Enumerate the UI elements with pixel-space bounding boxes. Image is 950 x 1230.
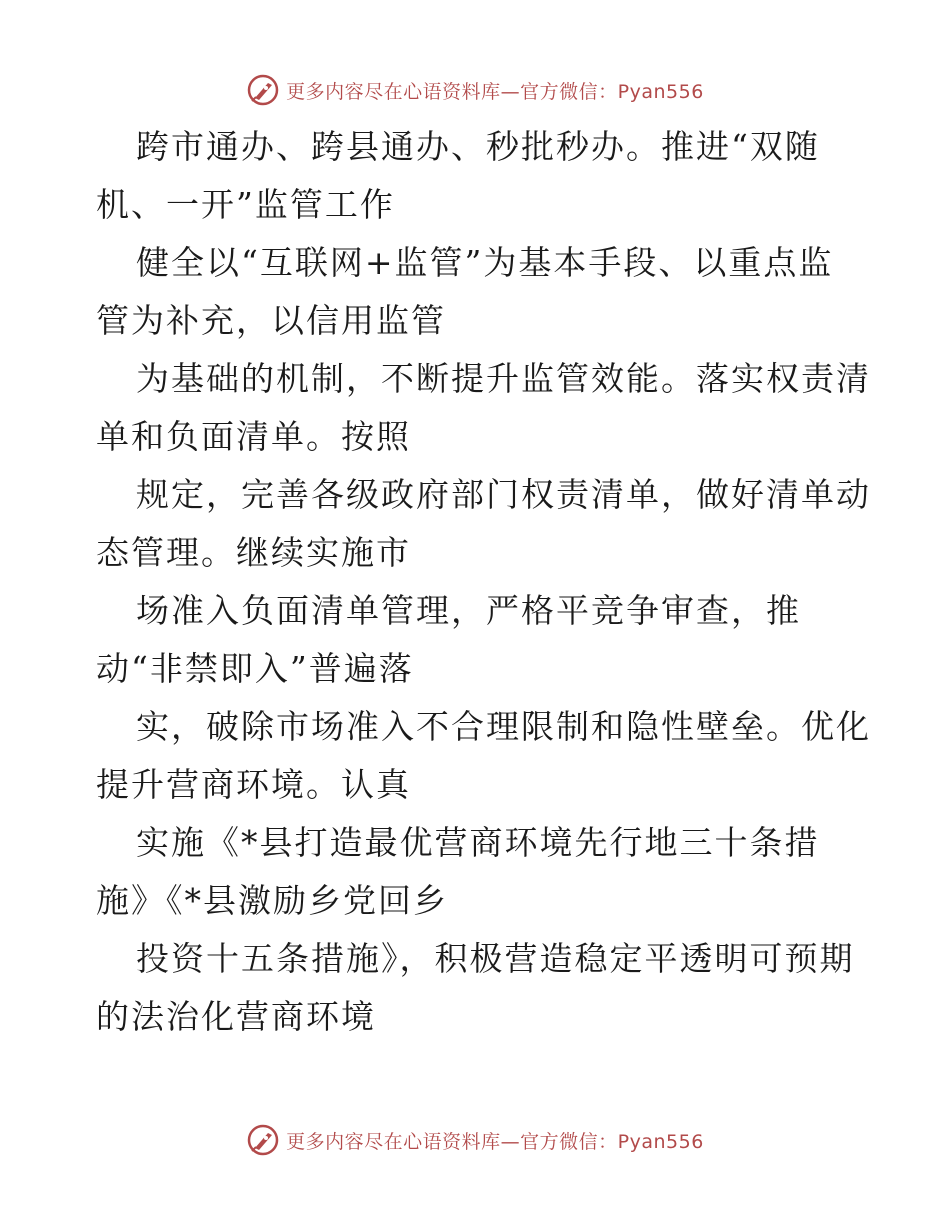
footer-banner-inner: [246, 1123, 704, 1157]
text-line: 规定，完善各级政府部门权责清单，做好清单动: [136, 475, 871, 514]
quill-pen-logo-icon: [246, 1123, 280, 1157]
text-line: 投资十五条措施》，积极营造稳定平透明可预期: [136, 939, 855, 978]
text-line: 场准入负面清单管理，严格平竞争审查，推: [136, 591, 801, 630]
document-body: [96, 118, 871, 1046]
text-line: 健全以“互联网+监管”为基本手段、以重点监: [136, 243, 834, 282]
text-line: 为基础的机制，不断提升监管效能。落实权责清: [136, 359, 871, 398]
text-line: 管为补充，以信用监管: [96, 301, 446, 340]
header-banner-text: 更多内容尽在心语资料库—官方微信：Pyan556: [286, 80, 704, 103]
header-banner-inner: [246, 73, 704, 107]
footer-banner-text: 更多内容尽在心语资料库—官方微信：Pyan556: [286, 1130, 704, 1153]
header-banner: [0, 70, 950, 110]
text-line: 的法治化营商环境: [96, 997, 376, 1036]
text-line: 施》《*县激励乡党回乡: [96, 881, 448, 920]
quill-pen-logo-icon: [246, 73, 280, 107]
text-line: 动“非禁即入”普遍落: [96, 649, 414, 688]
text-line: 态管理。继续实施市: [96, 533, 411, 572]
text-line: 实，破除市场准入不合理限制和隐性壁垒。优化: [136, 707, 871, 746]
text-line: 提升营商环境。认真: [96, 765, 411, 804]
footer-banner: [0, 1120, 950, 1160]
text-line: 跨市通办、跨县通办、秒批秒办。推进“双随: [136, 127, 820, 166]
text-line: 单和负面清单。按照: [96, 417, 411, 456]
text-line: 机、一开”监管工作: [96, 185, 395, 224]
text-line: 实施《*县打造最优营商环境先行地三十条措: [136, 823, 820, 862]
